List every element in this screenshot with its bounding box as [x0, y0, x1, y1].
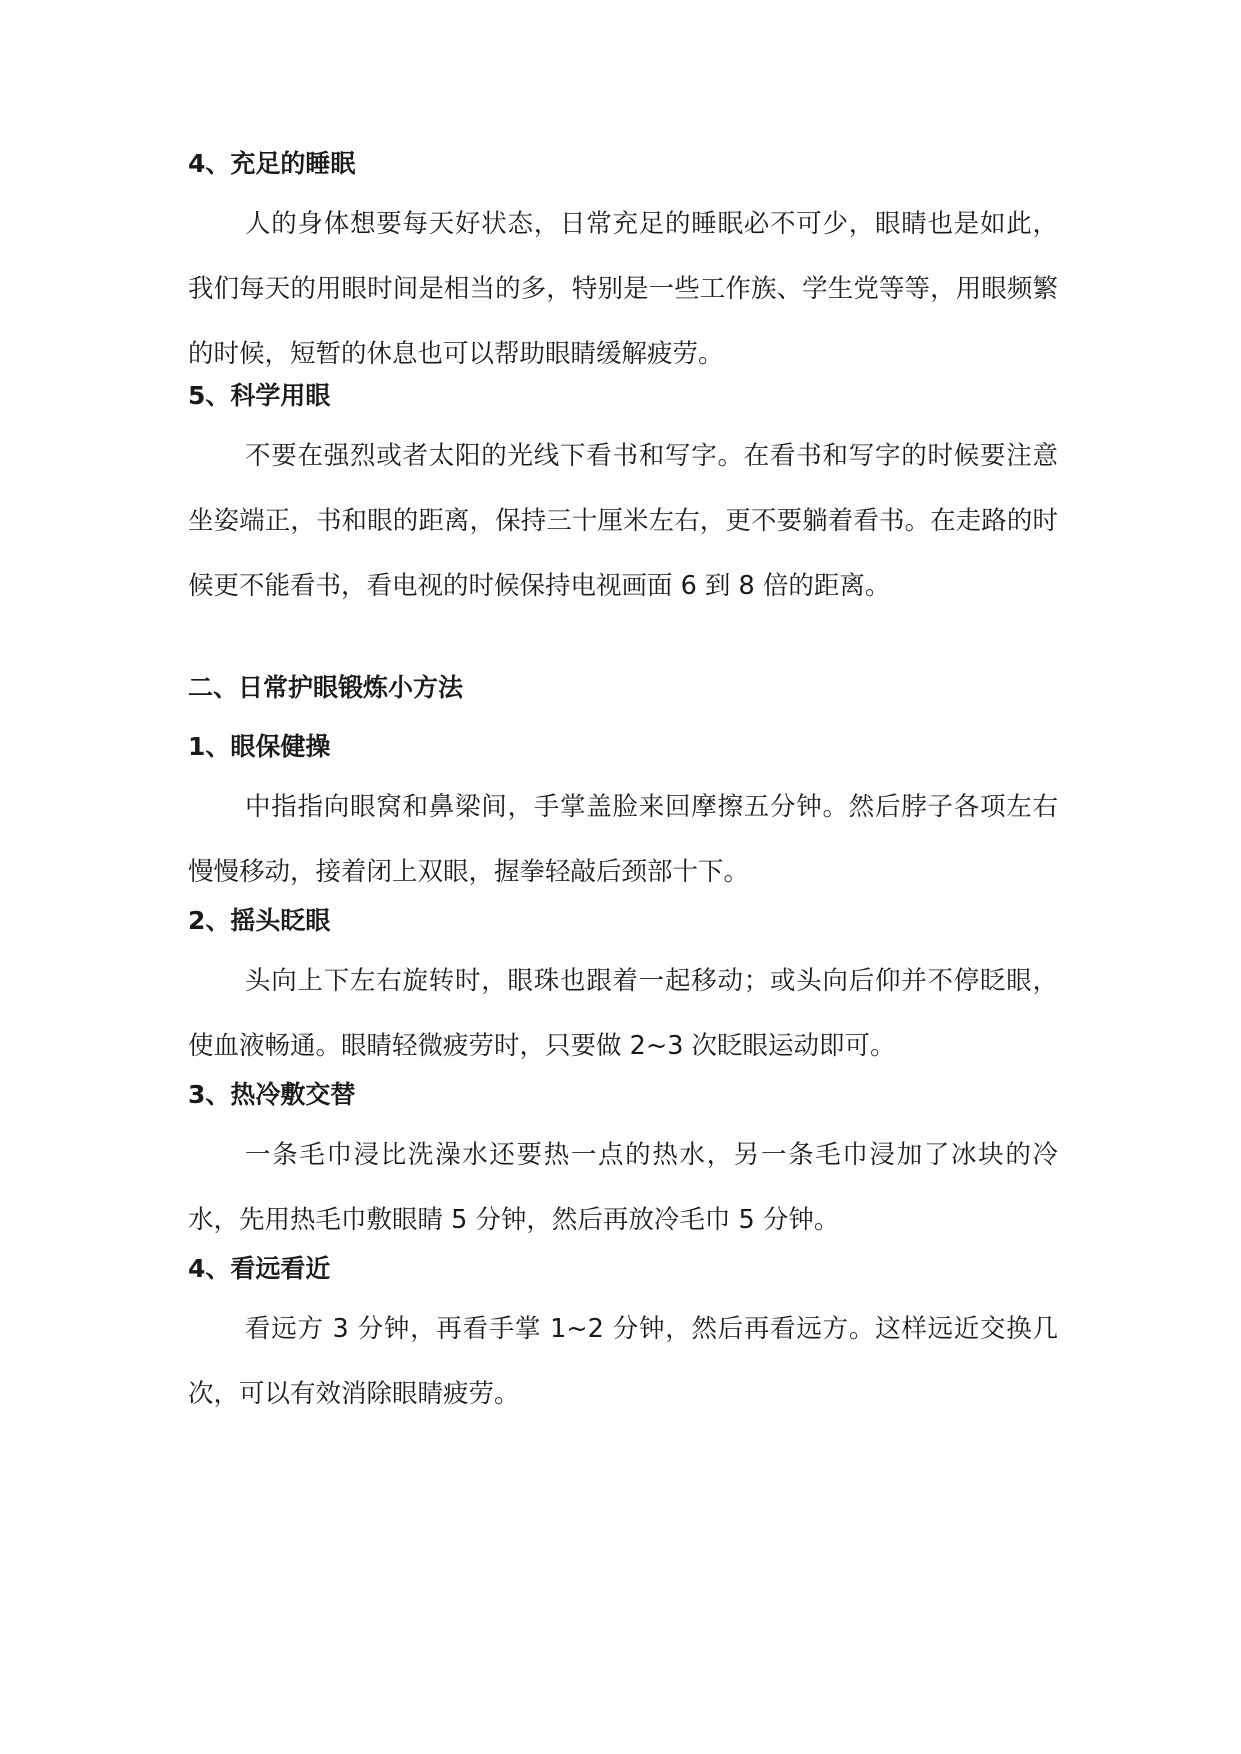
paragraph-eye-exercise: 中指指向眼窝和鼻梁间，手掌盖脸来回摩擦五分钟。然后脖子各项左右慢慢移动，接着闭上双眼，握拳轻敲后颈部十下。: [188, 792, 1058, 887]
paragraph-far-near: 看远方 3 分钟，再看手掌 1~2 分钟，然后再看远方。这样远近交换几次，可以有效消除眼睛疲劳。: [188, 1314, 1058, 1409]
paragraph-sleep: 人的身体想要每天好状态，日常充足的睡眠必不可少，眼睛也是如此，我们每天的用眼时间是相当的多，特别是一些工作族、学生党等等，用眼频繁的时候，短暂的休息也可以帮助眼睛缓解疲劳。: [188, 209, 1058, 369]
chapter-heading-eye-exercises: 二、日常护眼锻炼小方法: [188, 673, 464, 702]
section-heading-far-near: 4、看远看近: [188, 1254, 331, 1283]
section-heading-head-shake-blink: 2、摇头眨眼: [188, 906, 331, 935]
paragraph-hot-cold-compress: 一条毛巾浸比洗澡水还要热一点的热水，另一条毛巾浸加了冰块的冷水，先用热毛巾敷眼睛 5 分钟，然后再放冷毛巾 5 分钟。: [188, 1140, 1058, 1235]
section-heading-hot-cold-compress: 3、热冷敷交替: [188, 1080, 356, 1109]
section-heading-scientific-eye-use: 5、科学用眼: [188, 381, 331, 410]
paragraph-scientific-eye-use: 不要在强烈或者太阳的光线下看书和写字。在看书和写字的时候要注意坐姿端正，书和眼的距离，保持三十厘米左右，更不要躺着看书。在走路的时候更不能看书，看电视的时候保持电视画面 6 到 8 倍的距离。: [188, 441, 1058, 601]
paragraph-head-shake-blink: 头向上下左右旋转时，眼珠也跟着一起移动；或头向后仰并不停眨眼，使血液畅通。眼睛轻微疲劳时，只要做 2~3 次眨眼运动即可。: [188, 966, 1058, 1061]
section-heading-sleep: 4、充足的睡眠: [188, 149, 356, 178]
section-heading-eye-exercise: 1、眼保健操: [188, 732, 331, 761]
